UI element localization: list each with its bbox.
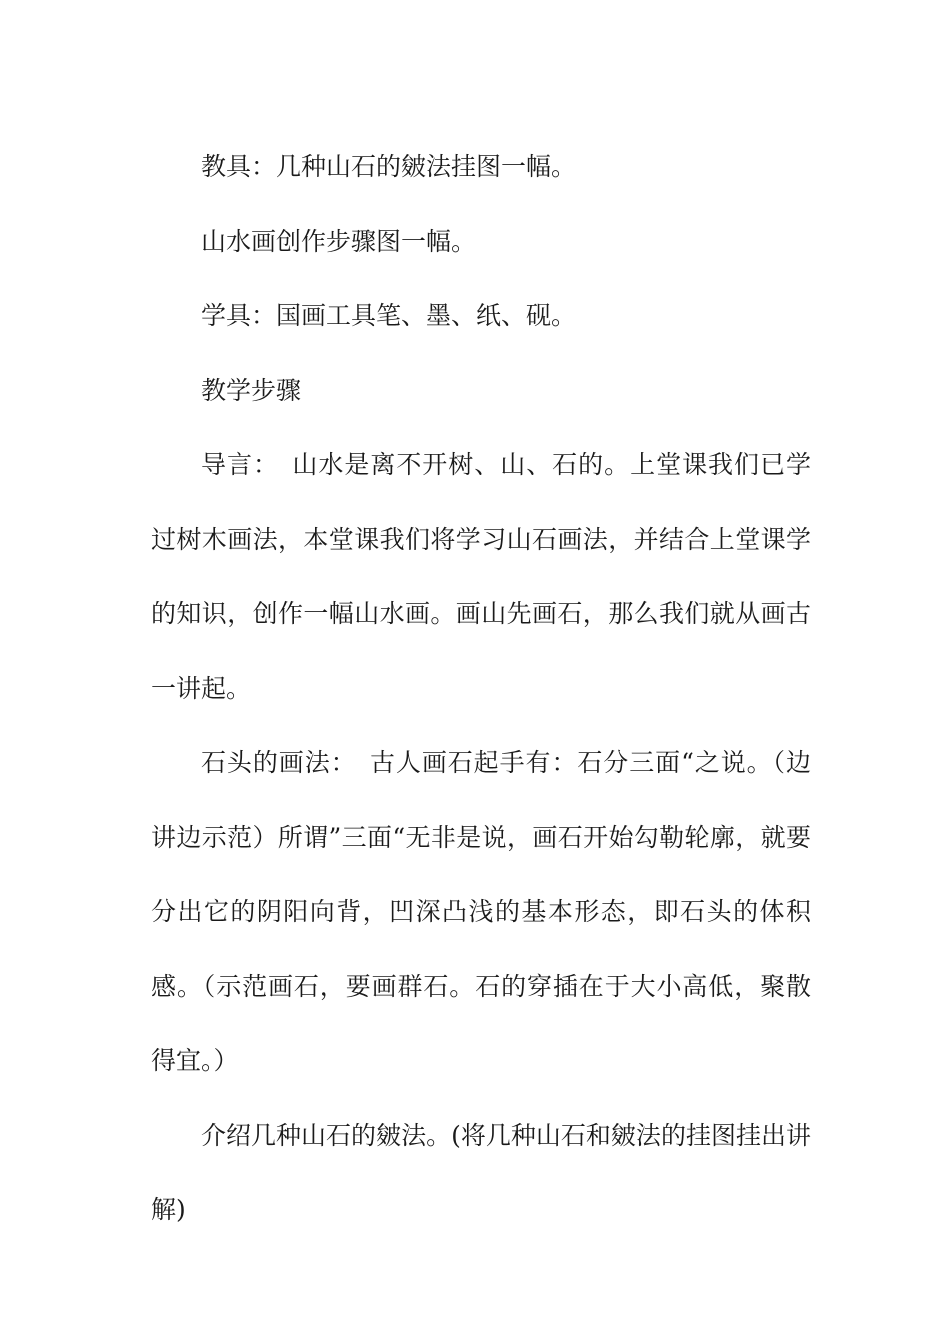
- document-body: [151, 130, 811, 1248]
- paragraph-teaching-aids: 教具：几种山石的皴法挂图一幅。: [201, 152, 577, 181]
- paragraph-landscape-steps-chart: 山水画创作步骤图一幅。: [201, 226, 477, 256]
- paragraph-student-tools: 学具：国画工具笔、墨、纸、砚。: [201, 301, 577, 330]
- paragraph-texture-methods: 介绍几种山石的皴法。(将几种山石和皴法的挂图挂出讲解): [151, 1120, 811, 1224]
- paragraph-teaching-steps-heading: 教学步骤: [201, 375, 302, 405]
- paragraph-introduction: 导言： 山水是离不开树、山、石的。上堂课我们已学过树木画法，本堂课我们将学习山石画法，并结合上堂课学的知识，创作一幅山水画。画山先画石，那么我们就从画古一讲起。: [151, 450, 811, 703]
- paragraph-stone-painting-method: 石头的画法： 古人画石起手有：石分三面“之说。（边讲边示范）所谓”三面“无非是说，画石开始勾勒轮廓，就要分出它的阴阳向背，凹深凸浅的基本形态，即石头的体积感。（示范画石，要画群石。石的穿插在于大小高低，聚散得宜。）: [151, 748, 811, 1075]
